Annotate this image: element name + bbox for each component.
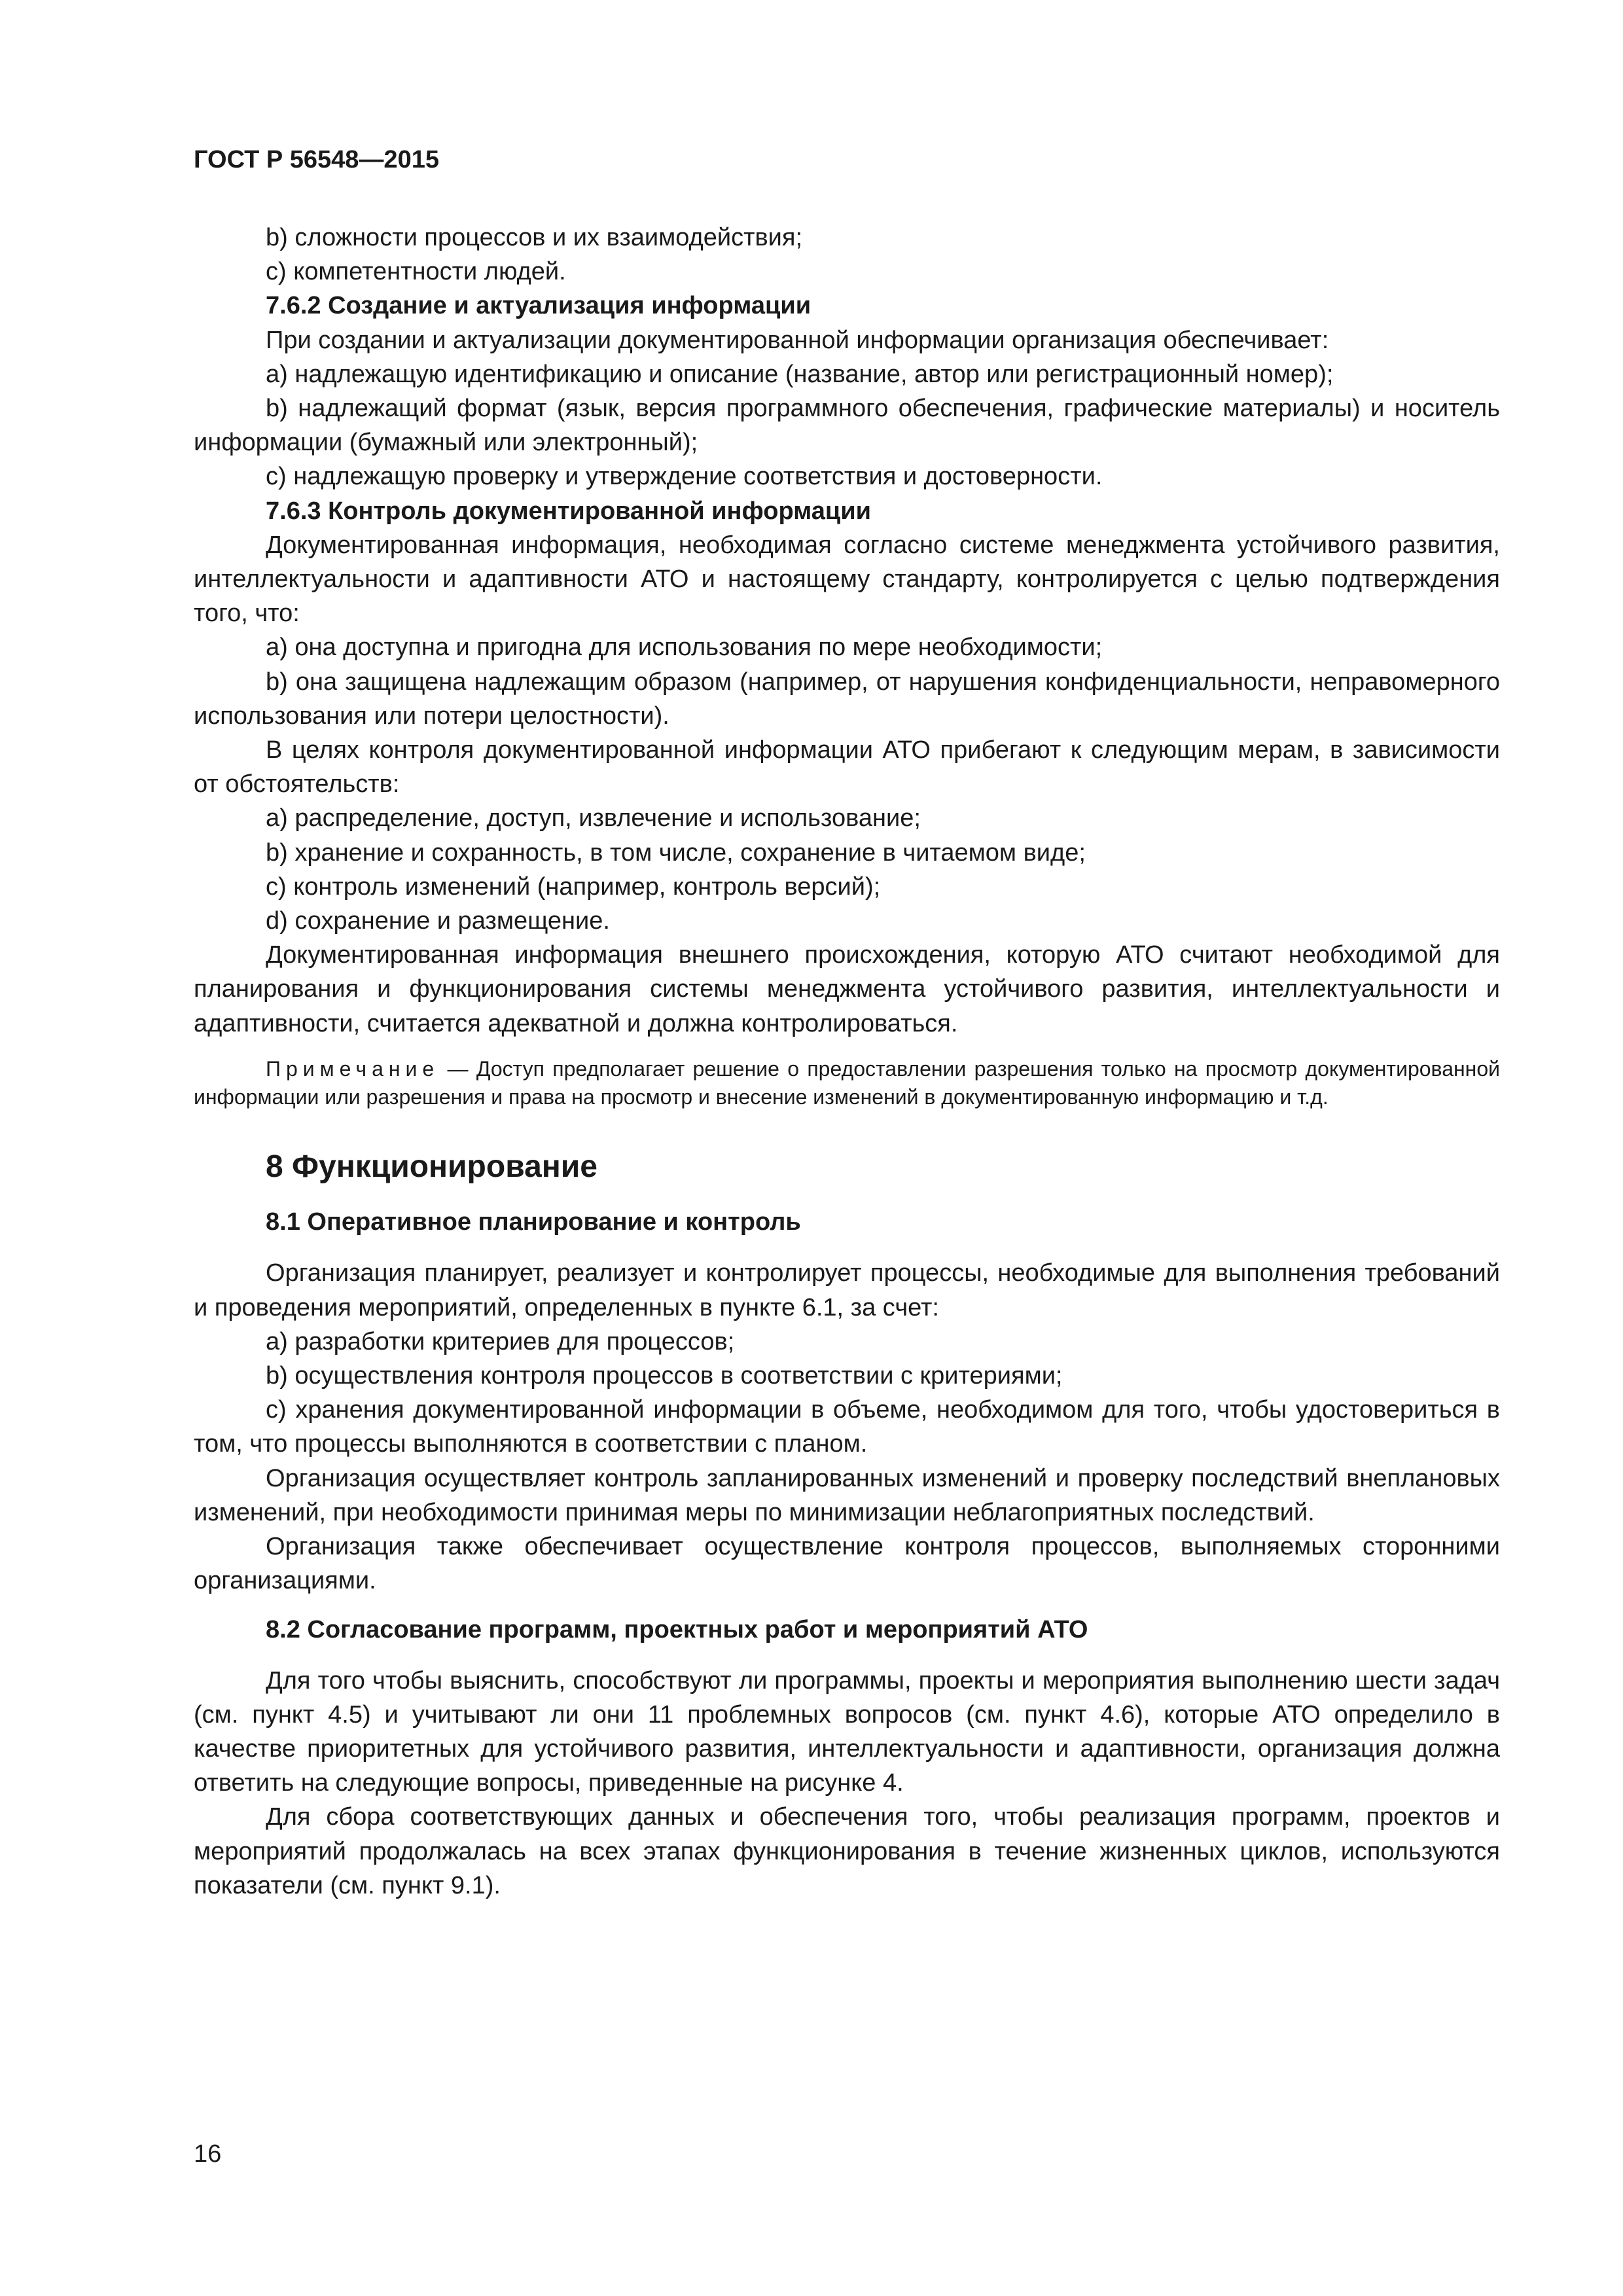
- list-item: с) контроль изменений (например, контроль версий);: [266, 872, 881, 901]
- list-item: с) компетентности людей.: [266, 258, 566, 286]
- paragraph: При создании и актуализации документированной информации организация обеспечивает:: [266, 326, 1329, 354]
- section-heading-8: 8 Функционирование: [266, 1149, 597, 1184]
- page-number: 16: [194, 2140, 222, 2168]
- paragraph: В целях контроля документированной информации АТО прибегают к следующим мерам, в зависимости от обстоятельств:: [194, 736, 1500, 798]
- list-item: b) осуществления контроля процессов в соответствии с критериями;: [266, 1362, 1063, 1390]
- clause-heading-7-6-3: 7.6.3 Контроль документированной информации: [266, 497, 871, 525]
- paragraph: Организация осуществляет контроль запланированных изменений и проверку последствий внеплановых изменений, при необходимости принимая меры по минимизации неблагоприятных последствий.: [194, 1464, 1500, 1526]
- list-item: b) хранение и сохранность, в том числе, сохранение в читаемом виде;: [266, 838, 1086, 867]
- subsection-heading-8-1: 8.1 Оперативное планирование и контроль: [266, 1208, 801, 1236]
- list-item: a) надлежащую идентификацию и описание (название, автор или регистрационный номер);: [266, 360, 1334, 388]
- paragraph: Документированная информация внешнего происхождения, которую АТО считают необходимой для планирования и функционирования системы менеджмента устойчивого развития, интеллектуальности и адаптивности, считается адекватной и должна контролироваться.: [194, 941, 1500, 1037]
- note-text: — Доступ предполагает решение о предоставлении разрешения только на просмотр документированной информации или разрешения и права на просмотр и внесение изменений в документированную информацию и т.д.: [194, 1056, 1500, 1109]
- paragraph: Организация также обеспечивает осуществление контроля процессов, выполняемых сторонними организациями.: [194, 1533, 1500, 1595]
- paragraph: Для того чтобы выяснить, способствуют ли программы, проекты и мероприятия выполнению шести задач (см. пункт 4.5) и учитывают ли они 11 проблемных вопросов (см. пункт 4.6), которые АТО определило в качестве приоритетных для устойчивого развития, интеллектуальности и адаптивности, организация должна ответить на следующие вопросы, приведенные на рисунке 4.: [194, 1666, 1500, 1797]
- list-item: b) она защищена надлежащим образом (например, от нарушения конфиденциальности, неправомерного использования или потери целостности).: [194, 668, 1500, 730]
- clause-heading-7-6-2: 7.6.2 Создание и актуализация информации: [266, 292, 812, 320]
- paragraph: Документированная информация, необходимая согласно системе менеджмента устойчивого развития, интеллектуальности и адаптивности АТО и настоящему стандарту, контролируется с целью подтверждения того, что:: [194, 531, 1500, 628]
- list-item: d) сохранение и размещение.: [266, 907, 610, 935]
- paragraph: Для сбора соответствующих данных и обеспечения того, чтобы реализация программ, проектов и мероприятий продолжалась на всех этапах функционирования в течение жизненных циклов, используются показатели (см. пункт 9.1).: [194, 1803, 1500, 1899]
- list-item: a) распределение, доступ, извлечение и использование;: [266, 804, 921, 833]
- list-item: b) сложности процессов и их взаимодействия;: [266, 224, 803, 251]
- note-paragraph: [194, 1055, 1500, 1111]
- document-header: ГОСТ Р 56548—2015: [194, 146, 439, 173]
- list-item: a) разработки критериев для процессов;: [266, 1327, 735, 1355]
- list-item: с) хранения документированной информации в объеме, необходимом для того, чтобы удостовериться в том, что процессы выполняются в соответствии с планом.: [194, 1396, 1500, 1458]
- paragraph: Организация планирует, реализует и контролирует процессы, необходимые для выполнения требований и проведения мероприятий, определенных в пункте 6.1, за счет:: [194, 1259, 1500, 1321]
- note-label: Примечание: [266, 1056, 440, 1081]
- document-body: [194, 221, 1500, 1903]
- list-item: с) надлежащую проверку и утверждение соответствия и достоверности.: [266, 463, 1103, 491]
- list-item: b) надлежащий формат (язык, версия программного обеспечения, графические материалы) и носитель информации (бумажный или электронный);: [194, 395, 1500, 457]
- list-item: a) она доступна и пригодна для использования по мере необходимости;: [266, 634, 1103, 662]
- subsection-heading-8-2: 8.2 Согласование программ, проектных работ и мероприятий АТО: [266, 1615, 1088, 1643]
